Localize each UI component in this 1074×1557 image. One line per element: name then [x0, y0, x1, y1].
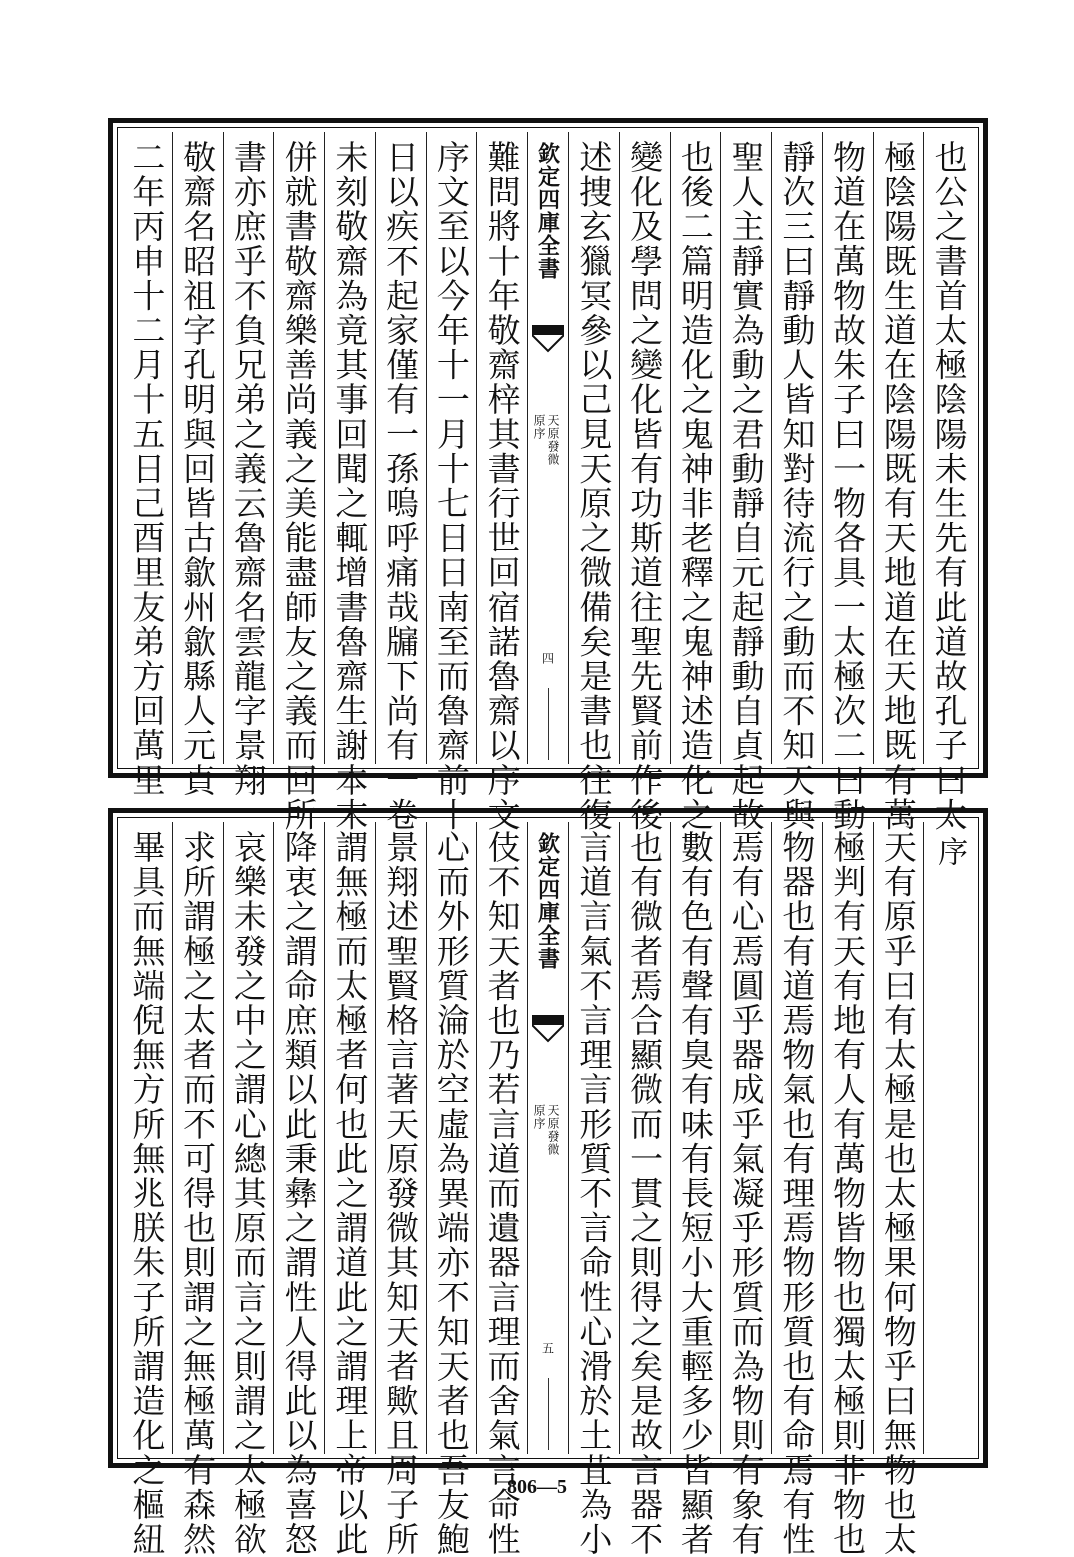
text-line: 求所謂極之太者而不可得也則謂之無極萬有森然	[178, 830, 218, 1557]
text-line: 未刻敬齋為竟其事回聞之輒增書魯齋生謝本末	[330, 140, 370, 832]
text-line: 靜次三曰靜動人皆知對待流行之動而不知天與	[777, 140, 817, 832]
text-column	[324, 822, 375, 1557]
book-title: 欽定四庫全書	[534, 142, 561, 280]
text-line: 極判有天有地有人有萬物皆物也獨太極則非物也	[828, 830, 868, 1557]
text-column	[426, 822, 477, 1557]
text-column	[122, 132, 172, 798]
text-line: 數有色有聲有臭有味有長短小大重輕多少皆顯者	[675, 830, 715, 1557]
text-column	[568, 822, 619, 1557]
text-line: 物器也有道焉物氣也有理焉物形質也有命焉有性	[777, 830, 817, 1557]
text-column	[568, 132, 619, 832]
text-line: 二年丙申十二月十五日己酉里友弟方回萬里	[127, 140, 167, 798]
text-line: 述捜玄獵冥參以己見天原之微備矣是書也往復	[574, 140, 614, 832]
leaf-page-number: 四	[540, 652, 555, 664]
text-column	[375, 132, 426, 832]
text-column	[670, 132, 721, 832]
text-line: 畢具而無端倪無方所無兆朕朱子所謂造化之樞紐	[127, 830, 167, 1557]
text-column	[619, 822, 670, 1557]
text-line: 哀樂未發之中之謂心總其原而言之則謂之太極欲	[228, 830, 268, 1557]
top-page-panel	[108, 118, 988, 832]
leaf-page-number: 五	[540, 1342, 555, 1354]
text-line: 也有微者焉合顯微而一貫之則得之矣是故言器不	[625, 830, 665, 1557]
text-line: 言道言氣不言理言形質不言命性心滑於土苴為小	[574, 830, 614, 1557]
text-column	[771, 132, 822, 832]
text-column	[873, 132, 924, 832]
text-column	[273, 822, 324, 1557]
text-line: 景翔述聖賢格言著天原發微其知天者歟且周子所	[381, 830, 421, 1557]
footer-page-number: 806—5	[507, 1476, 567, 1498]
text-line: 極陰陽既生道在陰陽既有天地道在天地既有萬	[878, 140, 918, 832]
center-fold-column	[527, 822, 568, 1454]
text-column	[375, 822, 426, 1557]
text-column	[476, 132, 527, 832]
text-line: 也後二篇明造化之鬼神非老釋之鬼神述造化之	[675, 140, 715, 832]
text-line: 降衷之謂命庶類以此秉彝之謂性人得此以為喜怒	[279, 830, 319, 1557]
text-column	[324, 132, 375, 832]
text-column	[273, 132, 324, 832]
fish-tail-mark-icon	[532, 1015, 564, 1045]
text-line: 書亦庶乎不負兄弟之義云魯齋名雲龍字景翔	[228, 140, 268, 798]
text-column	[223, 132, 274, 798]
section-title: 天原發微	[546, 1104, 560, 1156]
text-line: 變化及學問之變化皆有功斯道往聖先賢前作後	[625, 140, 665, 832]
text-column	[720, 822, 771, 1557]
section-title: 天原發微	[546, 414, 560, 466]
text-column	[670, 822, 721, 1557]
section-subtitle: 原序	[532, 414, 546, 440]
text-line: 敬齋名昭祖字孔明與回皆古歙州歙縣人元貞	[178, 140, 218, 798]
text-column	[771, 822, 822, 1557]
center-fold-column	[527, 132, 568, 764]
text-line: 天有原乎曰有太極是也太極果何物乎曰無物也太	[878, 830, 918, 1557]
text-column	[822, 132, 873, 832]
text-line: 焉有心焉圓乎器成乎氣凝乎形質而為物則有象有	[726, 830, 766, 1557]
text-line: 謂無極而太極者何也此之謂道此之謂理上帝以此	[330, 830, 370, 1557]
text-column	[619, 132, 670, 832]
fold-line	[548, 1378, 549, 1450]
section-heading: 序	[932, 836, 968, 868]
text-column	[223, 822, 274, 1557]
text-line: 心而外形質淪於空虛為異端亦不知天者也吾友鮑	[431, 830, 471, 1557]
fold-line	[548, 688, 549, 760]
text-column	[426, 132, 477, 832]
text-column	[172, 822, 223, 1557]
text-line: 序文至以今年十一月十七日日南至而魯齋前十	[431, 140, 471, 832]
text-column	[923, 822, 974, 1454]
text-line: 物道在萬物故朱子曰一物各具一太極次二曰動	[828, 140, 868, 832]
text-line: 日以疾不起家僅有一孫嗚呼痛哉牖下尚有一卷	[381, 140, 421, 832]
text-column	[923, 132, 974, 832]
text-line: 也公之書首太極陰陽未生先有此道故孔子曰太	[929, 140, 969, 832]
text-column	[873, 822, 924, 1557]
text-column	[476, 822, 527, 1557]
text-column	[122, 822, 172, 1557]
text-column	[720, 132, 771, 832]
section-subtitle: 原序	[532, 1104, 546, 1130]
text-column	[172, 132, 223, 798]
book-title: 欽定四庫全書	[534, 832, 561, 970]
text-line: 聖人主靜實為動之君動靜自元起靜動自貞起故	[726, 140, 766, 832]
text-column	[822, 822, 873, 1557]
text-line: 伎不知天者也乃若言道而遺器言理而舍氣言命性	[482, 830, 522, 1557]
top-text-columns	[122, 132, 974, 832]
text-line: 併就書敬齋樂善尚義之美能盡師友之義而回所	[279, 140, 319, 832]
text-line: 難問將十年敬齋梓其書行世回宿諾魯齋以序文	[482, 140, 522, 832]
fish-tail-mark-icon	[532, 325, 564, 355]
